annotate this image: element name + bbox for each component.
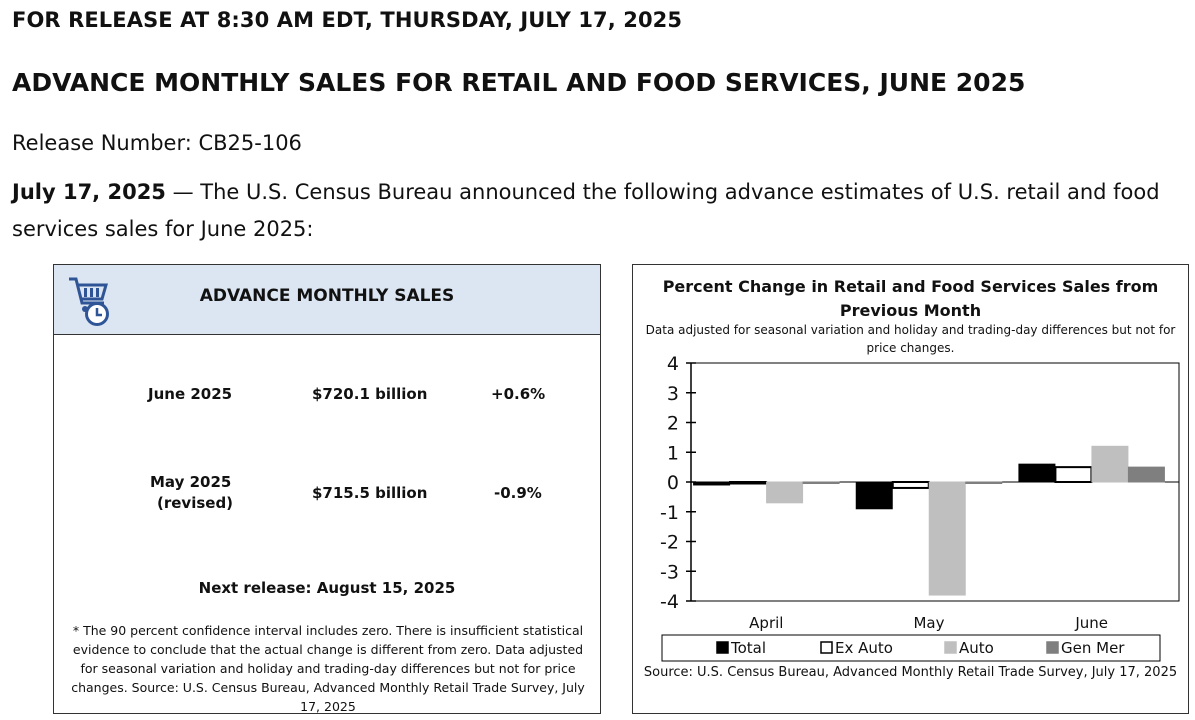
legend-label: Ex Auto: [835, 639, 893, 657]
bar-gen-mer-april: [803, 482, 839, 484]
row-may-period: May 2025: [150, 473, 232, 491]
row-may-change: -0.9%: [494, 484, 542, 502]
row-june-value: $720.1 billion: [312, 385, 428, 403]
sales-box-title: ADVANCE MONTHLY SALES: [199, 286, 455, 306]
bar-auto-june: [1092, 446, 1128, 482]
y-tick-label: 1: [666, 442, 679, 465]
legend-label: Gen Mer: [1061, 639, 1125, 657]
page-title: ADVANCE MONTHLY SALES FOR RETAIL AND FOOD SERVICES, JUNE 2025: [12, 68, 1026, 97]
bar-ex-auto-june: [1055, 467, 1091, 482]
bar-total-may: [856, 482, 892, 509]
intro-date: July 17, 2025: [12, 180, 166, 204]
x-category-label: April: [749, 614, 784, 632]
bar-total-june: [1019, 464, 1055, 482]
next-release: Next release: August 15, 2025: [198, 579, 456, 597]
legend-label: Auto: [959, 639, 994, 657]
chart-subtitle: Data adjusted for seasonal variation and holiday and trading-day differences but not for price changes.: [645, 323, 1176, 355]
chart-source: Source: U.S. Census Bureau, Advanced Monthly Retail Trade Survey, July 17, 2025: [643, 665, 1178, 680]
sales-footnote: * The 90 percent confidence interval includes zero. There is insufficient statistical evidence to conclude that the actual change is different from zero. Data adjusted for seasonal variation and holiday and trading-day differences but not for price changes. Source: U.S. Census Bureau, Advanced Monthly Retail Trade Survey, July 17, 2025: [71, 623, 585, 714]
y-tick-label: -4: [660, 591, 679, 613]
chart-plot: [633, 265, 1188, 665]
y-tick-label: 4: [666, 353, 679, 375]
y-tick-label: 3: [666, 382, 679, 405]
release-line: FOR RELEASE AT 8:30 AM EDT, THURSDAY, JULY 17, 2025: [12, 8, 683, 32]
legend-swatch: [1047, 642, 1058, 653]
y-tick-label: 0: [666, 472, 679, 494]
intro-paragraph: [12, 174, 1172, 248]
bar-auto-may: [929, 482, 965, 595]
bar-auto-april: [767, 482, 803, 503]
legend-swatch: [717, 642, 728, 653]
chart-title: Percent Change in Retail and Food Services Sales from Previous Month: [662, 277, 1159, 320]
y-tick-label: -2: [660, 531, 679, 554]
intro-text: — The U.S. Census Bureau announced the following advance estimates of U.S. retail and food services sales for June 2025:: [12, 180, 1160, 241]
bar-gen-mer-may: [966, 482, 1002, 484]
x-category-label: May: [913, 614, 945, 632]
bar-ex-auto-may: [893, 482, 929, 488]
y-tick-label: -1: [660, 501, 679, 524]
x-category-label: June: [1075, 614, 1109, 632]
row-may-period-note: (revised): [157, 494, 234, 512]
row-june-change: +0.6%: [491, 385, 546, 403]
y-tick-label: -3: [660, 561, 679, 584]
legend-swatch: [945, 642, 956, 653]
sales-box-header: [54, 265, 600, 335]
legend-swatch: [821, 642, 832, 653]
advance-monthly-sales-box: [53, 264, 601, 714]
bar-ex-auto-april: [730, 482, 766, 484]
legend-label: Total: [731, 639, 767, 657]
row-may-value: $715.5 billion: [312, 484, 428, 502]
row-june-period: June 2025: [148, 385, 233, 403]
bar-total-april: [694, 482, 730, 485]
release-number: Release Number: CB25-106: [12, 131, 302, 155]
bar-gen-mer-june: [1128, 467, 1164, 482]
chart-box: [632, 264, 1189, 714]
y-tick-label: 2: [666, 412, 679, 435]
